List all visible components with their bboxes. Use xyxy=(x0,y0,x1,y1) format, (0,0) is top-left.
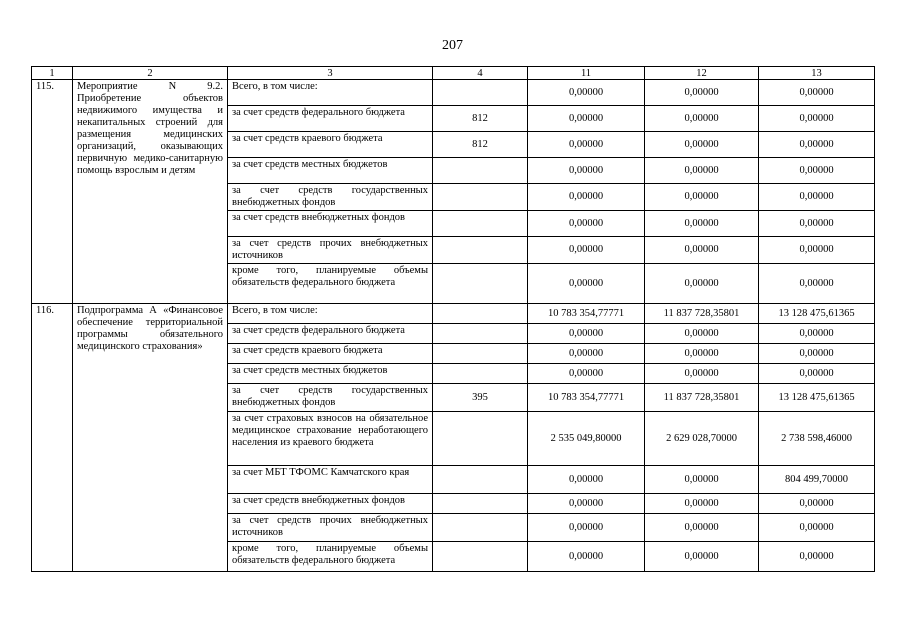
value-col-13: 0,00000 xyxy=(759,494,875,514)
row-number: 115. xyxy=(32,80,73,304)
funding-source: за счет МБТ ТФОМС Камчатского края xyxy=(228,466,433,494)
column-header: 2 xyxy=(73,67,228,80)
value-col-12: 0,00000 xyxy=(645,542,759,572)
funding-source: за счет средств федерального бюджета xyxy=(228,106,433,132)
value-col-12: 0,00000 xyxy=(645,237,759,264)
value-col-12: 11 837 728,35801 xyxy=(645,384,759,412)
value-col-11: 10 783 354,77771 xyxy=(528,304,645,324)
budget-code xyxy=(433,184,528,211)
funding-source: за счет средств государственных внебюджетных фондов xyxy=(228,384,433,412)
column-header: 3 xyxy=(228,67,433,80)
value-col-13: 804 499,70000 xyxy=(759,466,875,494)
funding-source: кроме того, планируемые объемы обязательств федерального бюджета xyxy=(228,542,433,572)
budget-table xyxy=(31,66,875,572)
value-col-12: 0,00000 xyxy=(645,466,759,494)
value-col-13: 0,00000 xyxy=(759,264,875,304)
budget-code: 812 xyxy=(433,132,528,158)
budget-code xyxy=(433,542,528,572)
value-col-12: 0,00000 xyxy=(645,264,759,304)
funding-source: кроме того, планируемые объемы обязательств федерального бюджета xyxy=(228,264,433,304)
value-col-12: 0,00000 xyxy=(645,344,759,364)
budget-code xyxy=(433,80,528,106)
value-col-12: 0,00000 xyxy=(645,158,759,184)
value-col-13: 0,00000 xyxy=(759,237,875,264)
value-col-13: 0,00000 xyxy=(759,542,875,572)
row-number: 116. xyxy=(32,304,73,572)
value-col-11: 0,00000 xyxy=(528,106,645,132)
value-col-13: 0,00000 xyxy=(759,158,875,184)
value-col-12: 0,00000 xyxy=(645,132,759,158)
value-col-11: 0,00000 xyxy=(528,80,645,106)
value-col-11: 10 783 354,77771 xyxy=(528,384,645,412)
table-row xyxy=(32,304,875,324)
value-col-13: 0,00000 xyxy=(759,211,875,237)
funding-source: за счет средств внебюджетных фондов xyxy=(228,211,433,237)
value-col-12: 2 629 028,70000 xyxy=(645,412,759,466)
budget-code: 395 xyxy=(433,384,528,412)
budget-code xyxy=(433,304,528,324)
column-header: 13 xyxy=(759,67,875,80)
value-col-11: 0,00000 xyxy=(528,264,645,304)
value-col-13: 2 738 598,46000 xyxy=(759,412,875,466)
value-col-13: 0,00000 xyxy=(759,80,875,106)
value-col-12: 0,00000 xyxy=(645,364,759,384)
value-col-11: 0,00000 xyxy=(528,344,645,364)
funding-source: за счет средств краевого бюджета xyxy=(228,344,433,364)
value-col-13: 0,00000 xyxy=(759,344,875,364)
value-col-12: 0,00000 xyxy=(645,106,759,132)
value-col-11: 0,00000 xyxy=(528,184,645,211)
value-col-12: 0,00000 xyxy=(645,211,759,237)
budget-code xyxy=(433,412,528,466)
value-col-12: 0,00000 xyxy=(645,514,759,542)
budget-code xyxy=(433,364,528,384)
value-col-12: 0,00000 xyxy=(645,184,759,211)
column-header: 1 xyxy=(32,67,73,80)
value-col-12: 0,00000 xyxy=(645,80,759,106)
budget-code xyxy=(433,514,528,542)
value-col-13: 0,00000 xyxy=(759,324,875,344)
budget-code xyxy=(433,494,528,514)
column-header: 11 xyxy=(528,67,645,80)
event-name: Мероприятие N 9.2. Приобретение объектов недвижимого имущества и некапитальных строений для размещения медицинских организаций, оказывающих первичную медико-санитарную помощь взрослым и детям xyxy=(73,80,228,304)
column-header: 4 xyxy=(433,67,528,80)
value-col-12: 0,00000 xyxy=(645,494,759,514)
table-body xyxy=(32,67,875,572)
funding-source: за счет средств прочих внебюджетных источников xyxy=(228,237,433,264)
value-col-13: 0,00000 xyxy=(759,514,875,542)
budget-code xyxy=(433,466,528,494)
funding-source: за счет средств местных бюджетов xyxy=(228,364,433,384)
value-col-12: 11 837 728,35801 xyxy=(645,304,759,324)
value-col-11: 0,00000 xyxy=(528,237,645,264)
budget-code xyxy=(433,158,528,184)
page-number: 207 xyxy=(442,38,463,53)
value-col-12: 0,00000 xyxy=(645,324,759,344)
value-col-11: 0,00000 xyxy=(528,542,645,572)
funding-source: за счет средств краевого бюджета xyxy=(228,132,433,158)
funding-source: Всего, в том числе: xyxy=(228,80,433,106)
value-col-11: 0,00000 xyxy=(528,514,645,542)
value-col-13: 13 128 475,61365 xyxy=(759,384,875,412)
event-name: Подпрограмма А «Финансовое обеспечение территориальной программы обязательного медицинского страхования» xyxy=(73,304,228,572)
table-row xyxy=(32,80,875,106)
budget-code xyxy=(433,211,528,237)
value-col-13: 0,00000 xyxy=(759,364,875,384)
value-col-11: 0,00000 xyxy=(528,158,645,184)
value-col-11: 0,00000 xyxy=(528,132,645,158)
budget-code xyxy=(433,237,528,264)
value-col-11: 2 535 049,80000 xyxy=(528,412,645,466)
budget-code xyxy=(433,264,528,304)
column-header: 12 xyxy=(645,67,759,80)
value-col-13: 0,00000 xyxy=(759,132,875,158)
funding-source: за счет средств федерального бюджета xyxy=(228,324,433,344)
budget-code xyxy=(433,324,528,344)
budget-code xyxy=(433,344,528,364)
funding-source: за счет страховых взносов на обязательное медицинское страхование неработающего населения из краевого бюджета xyxy=(228,412,433,466)
funding-source: за счет средств государственных внебюджетных фондов xyxy=(228,184,433,211)
header-row xyxy=(32,67,875,80)
value-col-13: 0,00000 xyxy=(759,106,875,132)
funding-source: за счет средств местных бюджетов xyxy=(228,158,433,184)
funding-source: за счет средств внебюджетных фондов xyxy=(228,494,433,514)
funding-source: за счет средств прочих внебюджетных источников xyxy=(228,514,433,542)
value-col-13: 13 128 475,61365 xyxy=(759,304,875,324)
value-col-11: 0,00000 xyxy=(528,324,645,344)
value-col-11: 0,00000 xyxy=(528,494,645,514)
budget-code: 812 xyxy=(433,106,528,132)
value-col-11: 0,00000 xyxy=(528,466,645,494)
value-col-13: 0,00000 xyxy=(759,184,875,211)
value-col-11: 0,00000 xyxy=(528,364,645,384)
value-col-11: 0,00000 xyxy=(528,211,645,237)
funding-source: Всего, в том числе: xyxy=(228,304,433,324)
